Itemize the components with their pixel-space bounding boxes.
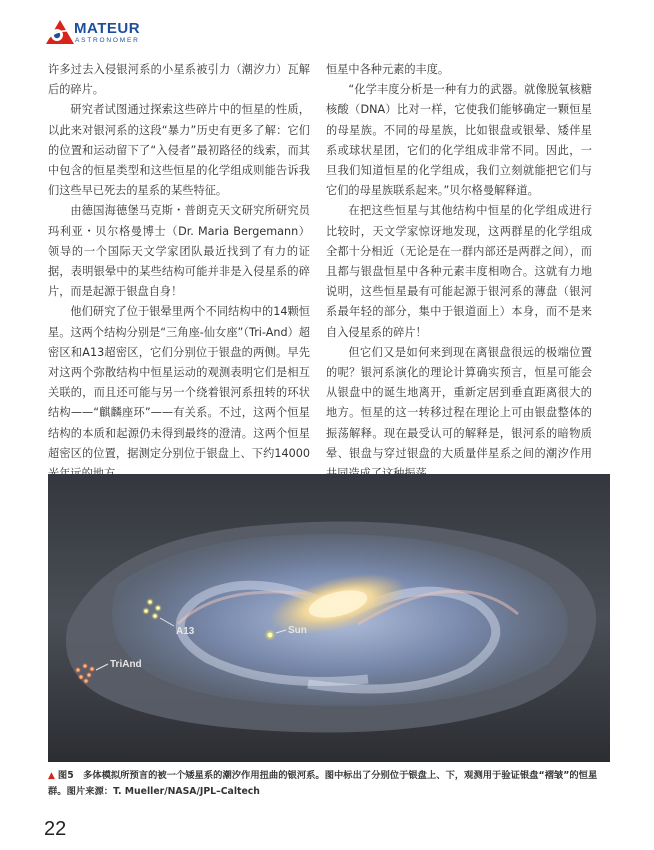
triand-label: TriAnd — [110, 659, 142, 670]
right-column — [326, 60, 592, 525]
magazine-logo — [44, 18, 144, 48]
galaxy-figure — [48, 474, 610, 762]
figure-caption — [48, 768, 610, 799]
sun-label: Sun — [288, 625, 307, 636]
caption-marker-icon: ▲ — [48, 771, 55, 781]
paragraph: 恒星中各种元素的丰度。 — [326, 63, 450, 76]
paragraph: 他们研究了位于银晕里两个不同结构中的14颗恒星。这两个结构分别是“三角座-仙女座”（Tri-And）超密区和A13超密区，它们分别位于银盘的两侧。早先对这两个弥散结构中恒星运动的观测表明它们是相互关联的，而且还可能与另一个绕着银河系扭转的环状结构——“麒麟座环”——有关系。不过，这两个恒星结构的本质和起源仍未得到最终的澄清。这两个恒星超密区的位置，据测定分别位于银盘上、下约14000 — [48, 305, 310, 460]
logo-subtitle: ASTRONOMER — [75, 37, 140, 44]
paragraph: “化学丰度分析是一种有力的武器。就像脱氧核糖核酸（DNA）比对一样，它使我们能够确定一颗恒星的母星族。不同的母星族，比如银盘或银晕、矮伴星系或球状星团，它们的化学组成非常不同。因此，一旦我们知道恒星的化学组成，我们立刻就能把它们与它们的母星族联系起来。”贝尔格曼解释道。 — [326, 83, 592, 198]
page-number: 22 — [44, 818, 67, 840]
paragraph: 许多过去入侵银河系的小星系被引力（潮汐力）瓦解后的碎片。 — [48, 63, 310, 97]
left-column — [48, 60, 310, 525]
galaxy-illustration — [48, 474, 610, 762]
logo-mark-icon — [44, 18, 76, 46]
paragraph: 但它们又是如何来到现在离银盘很远的极端位置的呢？银河系演化的理论计算确实预言，恒星可能会从银盘中的诞生地离开，重新定居到垂直距离很大的地方。恒星的这一转移过程在理论上可由银盘整体的振荡解释。现在最受认可的解释是，银河系的暗物质晕、银盘与穿过银盘的大质量伴星系之间的潮汐作用 — [326, 345, 592, 460]
logo-title: MATEUR — [74, 20, 141, 37]
paragraph: 由德国海德堡马克斯・普朗克天文研究所研究员玛利亚・贝尔格曼博士（Dr. Maria Bergemann）领导的一个国际天文学家团队最近找到了有力的证据，表明银晕中的某些结构可能并非是入侵星系的碎片，而是起源于银盘自身！ — [48, 204, 310, 299]
paragraph: 在把这些恒星与其他结构中恒星的化学组成进行比较时，天文学家惊讶地发现，这两群星的化学组成全都十分相近（无论是在一群内部还是两群之间），而且都与银盘恒星中各种元素丰度相吻合。这就有力地说明，这些恒星最有可能起源于银河系的薄盘（银河系最年轻的部分，集中于银道面上）本身，而不是来自入侵星系的碎片！ — [326, 204, 592, 339]
a13-label: A13 — [176, 626, 195, 637]
caption-text: 图5 多体模拟所预言的被一个矮星系的潮汐作用扭曲的银河系。图中标出了分别位于银盘上、下，观测用于验证银盘“褶皱”的恒星群。图片来源：T. Mueller/NASA/JPL–Caltech — [48, 770, 598, 797]
paragraph: 研究者试图通过探索这些碎片中的恒星的性质，以此来对银河系的这段“暴力”历史有更多了解：它们的位置和运动留下了“入侵者”最初路径的线索，而其中包含的恒星类型和这些恒星的化学组成则能告诉我们这些早已死去的星系的某些特征。 — [48, 103, 310, 198]
